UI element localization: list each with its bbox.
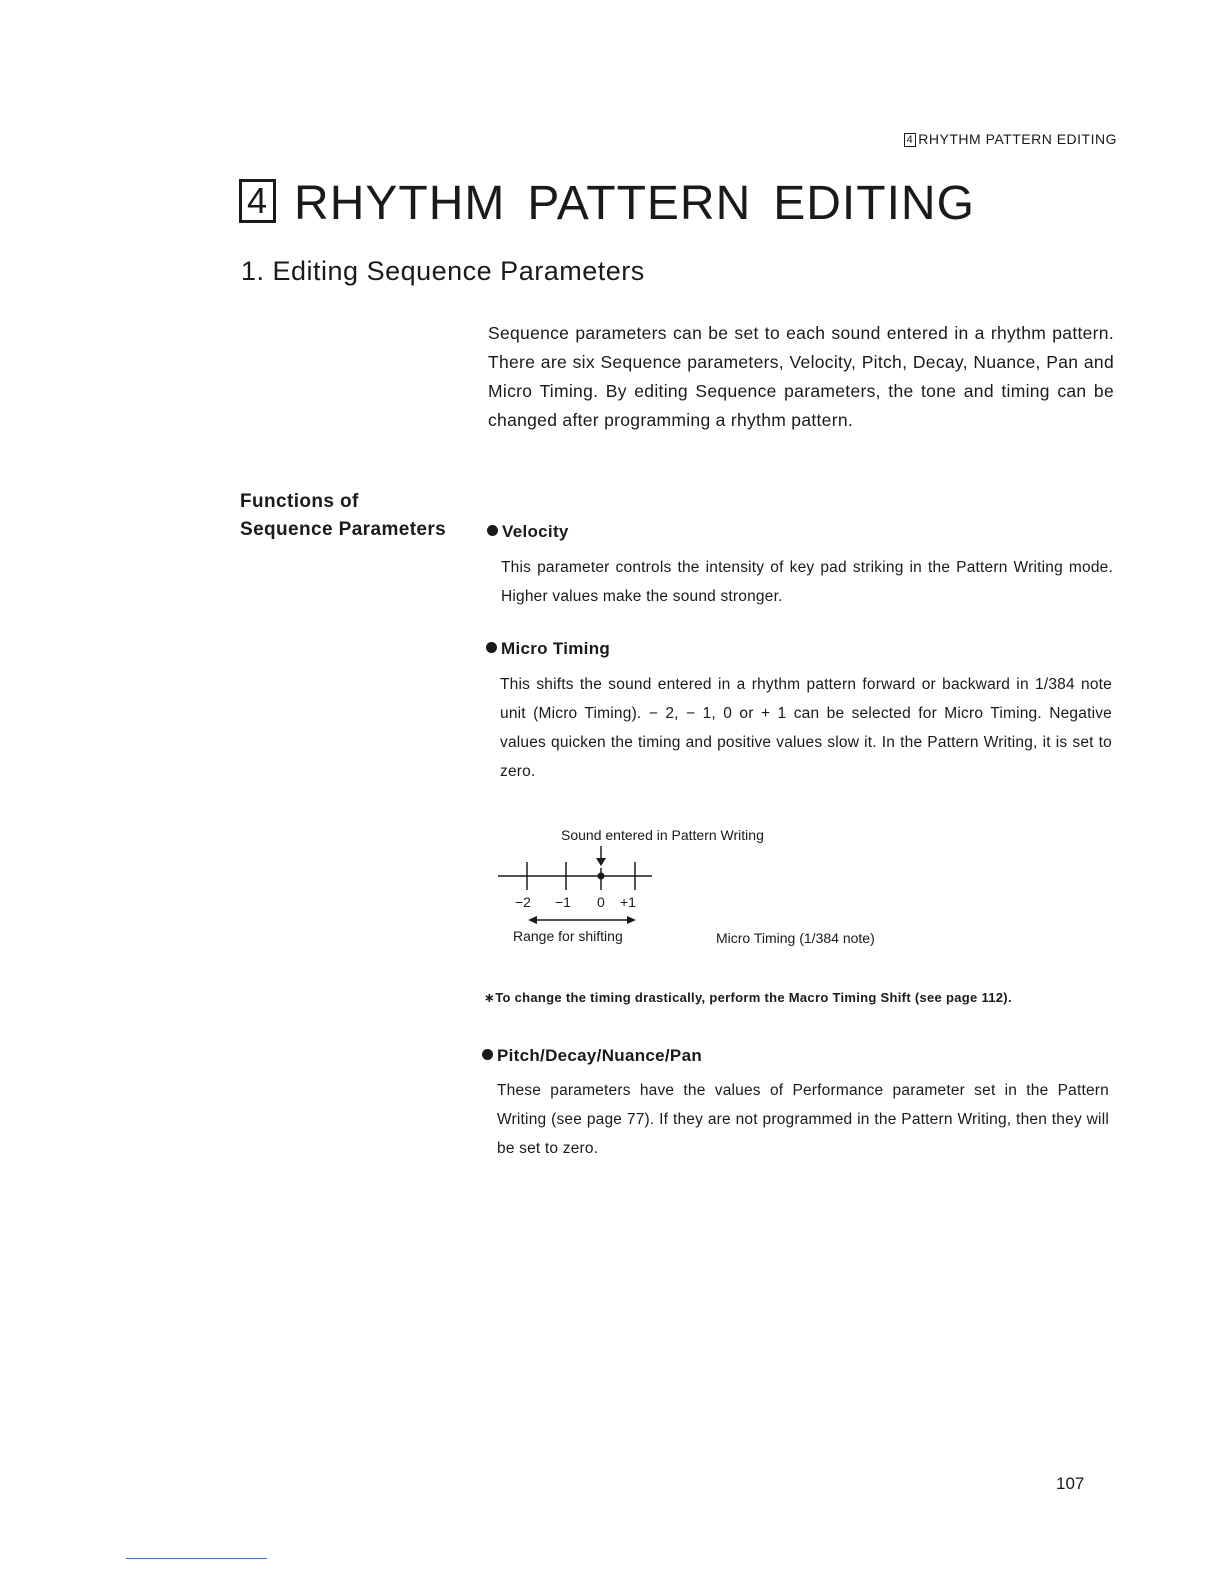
tick-label: 0 xyxy=(597,894,605,910)
micro-timing-heading-text: Micro Timing xyxy=(501,639,611,658)
footer-rule xyxy=(126,1558,267,1559)
side-heading-line: Sequence Parameters xyxy=(240,519,447,540)
chapter-title-word: EDITING xyxy=(773,177,975,230)
velocity-heading-text: Velocity xyxy=(502,522,569,541)
chapter-number-box: 4 xyxy=(904,133,917,147)
bullet-icon xyxy=(486,642,497,653)
range-arrow-right-icon xyxy=(627,916,636,924)
range-arrow-left-icon xyxy=(528,916,537,924)
running-head xyxy=(904,131,1117,147)
page-number: 107 xyxy=(1056,1474,1085,1493)
velocity-paragraph: This parameter controls the intensity of key pad striking in the Pattern Writing mode. Higher values make the sound stronger. xyxy=(501,559,1113,605)
chapter-title-word: RHYTHM xyxy=(294,177,506,230)
side-heading xyxy=(240,488,446,544)
chapter-number-box-large: 4 xyxy=(239,179,276,223)
running-title: RHYTHM PATTERN EDITING xyxy=(918,131,1117,147)
side-heading-line: Functions of xyxy=(240,491,359,512)
pitch-group-heading xyxy=(482,1046,702,1066)
micro-timing-paragraph: This shifts the sound entered in a rhythm pattern forward or backward in 1/384 note unit (Micro Timing). − 2, − 1, 0 or + 1 can be selected for Micro Timing. Negative values quicken the timing and positive values slow it. In the Pattern Writing, it is set to zero. xyxy=(500,676,1112,780)
range-label: Range for shifting xyxy=(513,928,623,944)
axis-label: Micro Timing (1/384 note) xyxy=(716,930,875,946)
pitch-group-paragraph: These parameters have the values of Performance parameter set in the Pattern Writing (see page 77). If they are not programmed in the Pattern Writing, then they will be set to zero. xyxy=(497,1082,1109,1157)
micro-timing-heading xyxy=(486,639,610,659)
tick-label: −2 xyxy=(515,894,531,910)
bullet-icon xyxy=(482,1049,493,1060)
section-title: 1. Editing Sequence Parameters xyxy=(241,256,645,286)
bullet-icon xyxy=(487,525,498,536)
tick-label: −1 xyxy=(555,894,571,910)
micro-timing-diagram xyxy=(490,844,670,934)
chapter-title xyxy=(239,176,975,231)
sound-point xyxy=(598,873,605,880)
footnote: ∗To change the timing drastically, perform the Macro Timing Shift (see page 112). xyxy=(484,990,1012,1005)
intro-paragraph: Sequence parameters can be set to each sound entered in a rhythm pattern. There are six Sequence parameters, Velocity, Pitch, Decay, Nuance, Pan and Micro Timing. By editing Sequence parameters, the tone and timing can be changed after programming a rhythm pattern. xyxy=(488,323,1114,430)
pitch-group-heading-text: Pitch/Decay/Nuance/Pan xyxy=(497,1046,703,1065)
down-arrow-head-icon xyxy=(596,858,606,866)
velocity-heading xyxy=(487,522,569,542)
diagram-top-label: Sound entered in Pattern Writing xyxy=(561,827,764,843)
chapter-title-word: PATTERN xyxy=(527,177,752,230)
tick-label: +1 xyxy=(620,894,636,910)
